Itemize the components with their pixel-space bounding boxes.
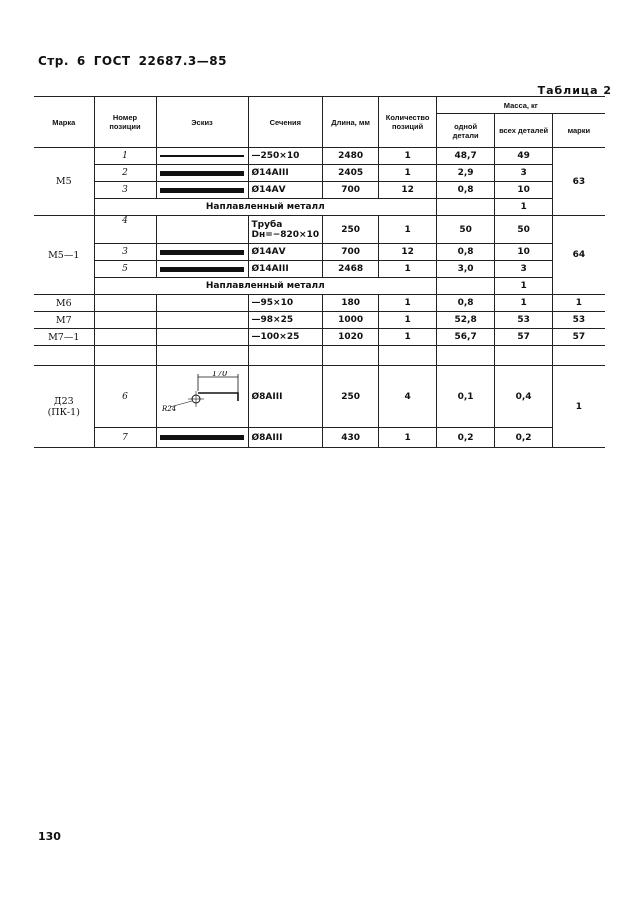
col-section: Сечения <box>248 97 323 148</box>
empty-cell <box>248 346 323 366</box>
count-cell: 1 <box>379 312 437 329</box>
col-mass-one: одной детали <box>437 114 495 148</box>
mass-mark-cell: 63 <box>553 148 605 216</box>
position-cell: 3 <box>94 244 156 261</box>
mass-all-cell: 57 <box>495 329 553 346</box>
mass-all-cell: 0,4 <box>495 366 553 428</box>
bar-sketch <box>160 155 244 157</box>
empty-cell <box>437 199 495 216</box>
mark-cell: М6 <box>34 295 94 312</box>
empty-cell <box>323 346 379 366</box>
length-cell: 2405 <box>323 165 379 182</box>
mass-one-cell: 52,8 <box>437 312 495 329</box>
count-cell: 1 <box>379 165 437 182</box>
empty-cell <box>34 346 94 366</box>
page-prefix: Стр. <box>38 54 69 68</box>
count-cell: 1 <box>379 261 437 278</box>
empty-cell <box>379 346 437 366</box>
length-cell: 180 <box>323 295 379 312</box>
empty-cell <box>495 346 553 366</box>
sketch-cell <box>156 182 248 199</box>
table-label: Таблица 2 <box>537 84 612 97</box>
section-cell: Ø14АV <box>248 182 323 199</box>
page-number: 130 <box>38 830 61 843</box>
mass-one-cell: 0,8 <box>437 244 495 261</box>
rebar-sketch <box>160 435 244 440</box>
section-cell: Ø14АIII <box>248 165 323 182</box>
page-header <box>38 54 235 68</box>
mass-all-cell: 53 <box>495 312 553 329</box>
length-cell: 250 <box>323 366 379 428</box>
page-number-top: 6 <box>76 54 86 68</box>
weld-row <box>34 199 605 216</box>
sketch-cell <box>156 312 248 329</box>
count-cell: 4 <box>379 366 437 428</box>
col-mass: Масса, кг <box>437 97 605 114</box>
mass-mark-cell: 57 <box>553 329 605 346</box>
mass-all-cell: 10 <box>495 244 553 261</box>
sketch-cell <box>156 329 248 346</box>
mass-all-cell: 49 <box>495 148 553 165</box>
section-cell: Ø8АIII <box>248 366 323 428</box>
position-cell: 7 <box>94 428 156 448</box>
table-row <box>34 165 605 182</box>
empty-cell <box>437 346 495 366</box>
col-sketch: Эскиз <box>156 97 248 148</box>
mass-one-cell: 0,8 <box>437 295 495 312</box>
mass-all-cell: 0,2 <box>495 428 553 448</box>
mass-all-cell: 50 <box>495 216 553 244</box>
count-cell: 12 <box>379 244 437 261</box>
count-cell: 1 <box>379 428 437 448</box>
position-cell: 1 <box>94 148 156 165</box>
length-cell: 2480 <box>323 148 379 165</box>
count-cell: 1 <box>379 329 437 346</box>
section-cell: —250×10 <box>248 148 323 165</box>
length-cell: 1000 <box>323 312 379 329</box>
count-cell: 1 <box>379 216 437 244</box>
count-cell: 1 <box>379 148 437 165</box>
table-row <box>34 182 605 199</box>
mass-all-cell: 1 <box>495 295 553 312</box>
mass-one-cell: 48,7 <box>437 148 495 165</box>
section-cell: Труба Dн=−820×10 <box>248 216 323 244</box>
mass-all-cell: 3 <box>495 165 553 182</box>
empty-cell <box>437 278 495 295</box>
col-mark: Марка <box>34 97 94 148</box>
mass-one-cell: 2,9 <box>437 165 495 182</box>
mass-mark-cell: 64 <box>553 216 605 295</box>
mass-one-cell: 0,1 <box>437 366 495 428</box>
mass-one-cell: 50 <box>437 216 495 244</box>
mass-all-cell: 3 <box>495 261 553 278</box>
position-cell <box>94 295 156 312</box>
length-cell: 700 <box>323 182 379 199</box>
col-mass-mark: марки <box>553 114 605 148</box>
sketch-cell <box>156 428 248 448</box>
standard-label: ГОСТ <box>93 54 131 68</box>
section-cell: —100×25 <box>248 329 323 346</box>
table-row <box>34 261 605 278</box>
position-cell <box>94 329 156 346</box>
sketch-cell <box>156 261 248 278</box>
sketch-cell <box>156 295 248 312</box>
position-cell: 2 <box>94 165 156 182</box>
section-cell: Ø14АV <box>248 244 323 261</box>
col-mass-all: всех деталей <box>495 114 553 148</box>
section-cell: Ø14АIII <box>248 261 323 278</box>
rebar-sketch <box>160 267 244 272</box>
position-cell: 5 <box>94 261 156 278</box>
section-cell: Ø8АIII <box>248 428 323 448</box>
mass-mark-cell: 1 <box>553 366 605 448</box>
position-cell: 4 <box>94 216 156 244</box>
mark-cell: Д23 (ПК-1) <box>34 366 94 448</box>
standard-number: 22687.3—85 <box>138 54 227 68</box>
sketch-radius: R24 <box>162 404 177 413</box>
table-row <box>34 216 605 244</box>
rebar-sketch <box>160 188 244 193</box>
hook-sketch <box>160 371 244 421</box>
mass-all-cell: 10 <box>495 182 553 199</box>
weld-label: Наплавленный металл <box>94 199 437 216</box>
empty-cell <box>94 346 156 366</box>
sketch-dimension: 170 <box>212 370 228 378</box>
mark-cell: М7 <box>34 312 94 329</box>
sketch-cell <box>156 366 248 428</box>
length-cell: 250 <box>323 216 379 244</box>
empty-cell <box>156 346 248 366</box>
sketch-cell <box>156 148 248 165</box>
mass-mark-cell: 1 <box>553 295 605 312</box>
table-row <box>34 329 605 346</box>
length-cell: 700 <box>323 244 379 261</box>
mass-one-cell: 56,7 <box>437 329 495 346</box>
count-cell: 12 <box>379 182 437 199</box>
table-row <box>34 366 605 428</box>
length-cell: 430 <box>323 428 379 448</box>
rebar-sketch <box>160 250 244 255</box>
section-cell: —98×25 <box>248 312 323 329</box>
mass-all-cell: 1 <box>495 278 553 295</box>
count-cell: 1 <box>379 295 437 312</box>
mass-one-cell: 0,2 <box>437 428 495 448</box>
table-row <box>34 244 605 261</box>
section-cell: —95×10 <box>248 295 323 312</box>
table-row <box>34 295 605 312</box>
rebar-sketch <box>160 171 244 176</box>
mass-all-cell: 1 <box>495 199 553 216</box>
position-cell <box>94 312 156 329</box>
mark-cell: М5 <box>34 148 94 216</box>
col-count: Количество позиций <box>379 97 437 148</box>
length-cell: 1020 <box>323 329 379 346</box>
col-position: Номер позиции <box>94 97 156 148</box>
col-length: Длина, мм <box>323 97 379 148</box>
sketch-cell <box>156 244 248 261</box>
table-row <box>34 428 605 448</box>
weld-row <box>34 278 605 295</box>
position-cell: 3 <box>94 182 156 199</box>
mass-mark-cell: 53 <box>553 312 605 329</box>
sketch-cell <box>156 216 248 244</box>
position-cell: 6 <box>94 366 156 428</box>
mark-cell: М5—1 <box>34 216 94 295</box>
mass-one-cell: 3,0 <box>437 261 495 278</box>
table-row <box>34 312 605 329</box>
spec-table <box>34 96 605 448</box>
length-cell: 2468 <box>323 261 379 278</box>
mass-one-cell: 0,8 <box>437 182 495 199</box>
sketch-cell <box>156 165 248 182</box>
empty-cell <box>553 346 605 366</box>
spacer-row <box>34 346 605 366</box>
mark-cell: М7—1 <box>34 329 94 346</box>
table-row <box>34 148 605 165</box>
weld-label: Наплавленный металл <box>94 278 437 295</box>
